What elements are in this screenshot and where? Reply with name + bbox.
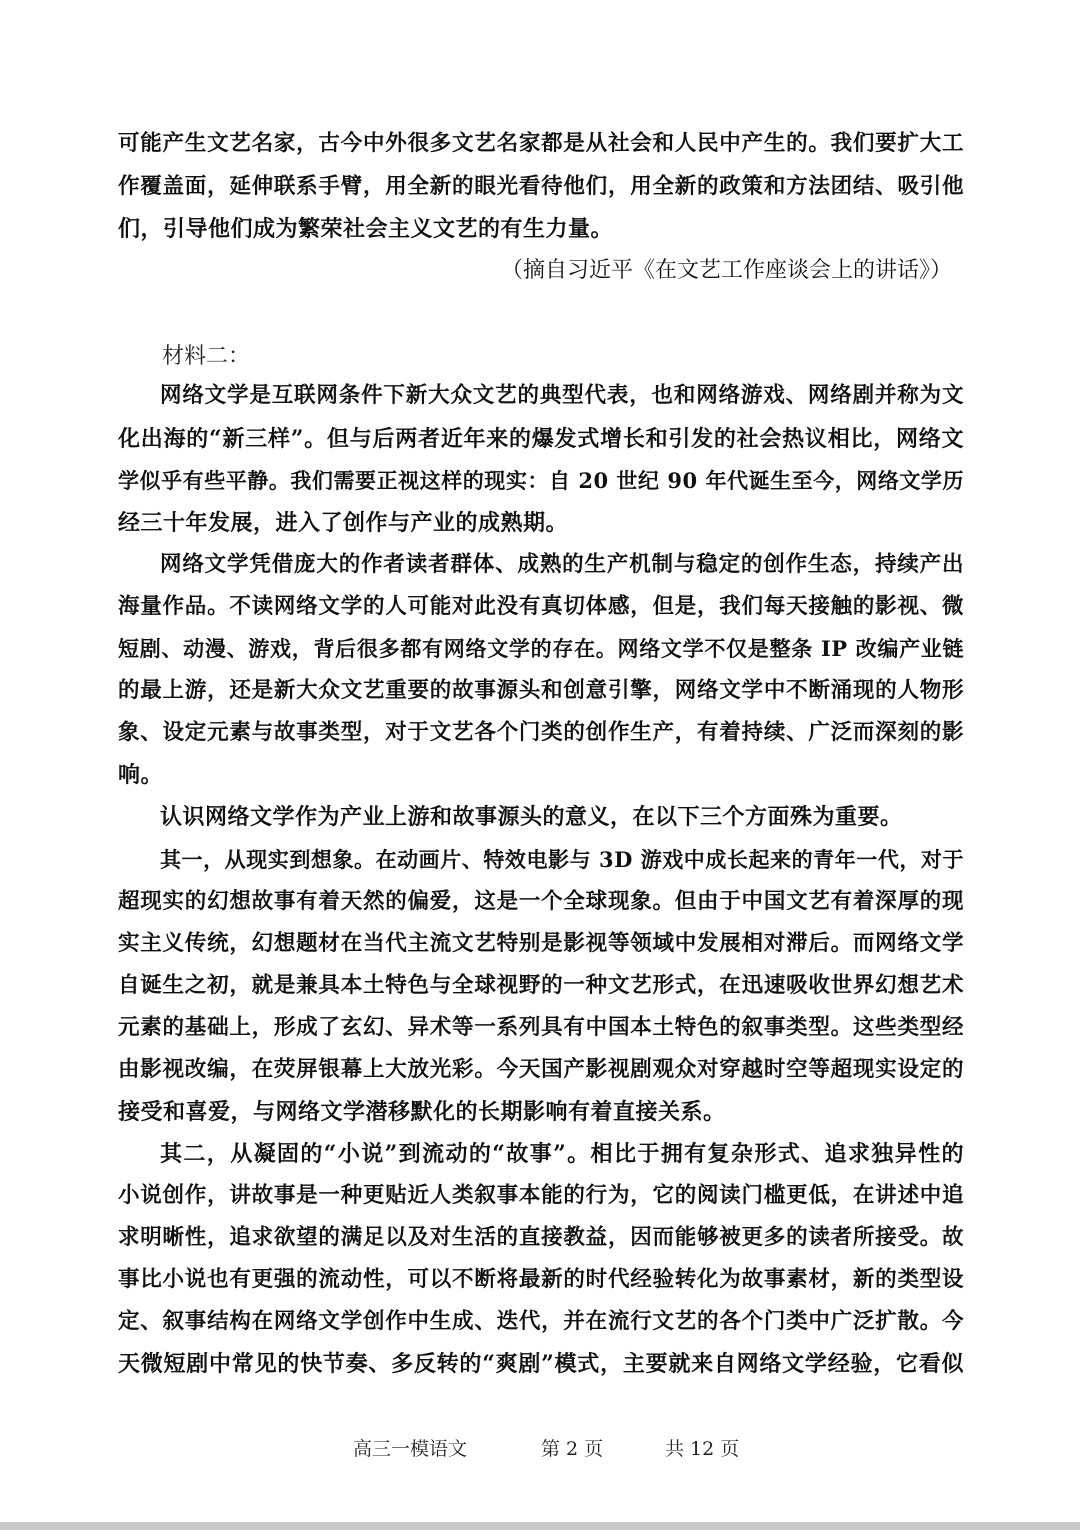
footer-total-pages: 共 12 页 — [665, 1438, 740, 1460]
paragraph-line: 认识网络文学作为产业上游和故事源头的意义，在以下三个方面殊为重要。 — [160, 804, 903, 830]
paragraph-line: 由影视改编，在荧屏银幕上大放光彩。今天国产影视剧观众对穿越时空等超现实设定的 — [118, 1057, 964, 1082]
paragraph-line: 自诞生之初，就是兼具本土特色与全球视野的一种文艺形式，在迅速吸收世界幻想艺术 — [118, 973, 964, 998]
paragraph-line: 网络文学凭借庞大的作者读者群体、成熟的生产机制与稳定的创作生态，持续产出 — [160, 552, 964, 577]
paragraph-line: 定、叙事结构在网络文学创作中生成、迭代，并在流行文艺的各个门类中广泛扩散。今 — [118, 1309, 964, 1334]
paragraph-line: 事比小说也有更强的流动性，可以不断将最新的时代经验转化为故事素材，新的类型设 — [118, 1267, 964, 1292]
paragraph-line: 元素的基础上，形成了玄幻、异术等一系列具有中国本土特色的叙事类型。这些类型经 — [118, 1015, 964, 1040]
citation-source: （摘自习近平《在文艺工作座谈会上的讲话》） — [500, 258, 952, 283]
paragraph-line: 们，引导他们成为繁荣社会主义文艺的有生力量。 — [118, 216, 614, 242]
paragraph-line: 小说创作，讲故事是一种更贴近人类叙事本能的行为，它的阅读门槛更低，在讲述中追 — [118, 1183, 964, 1208]
paragraph-line: 其二，从凝固的“小说”到流动的“故事”。相比于拥有复杂形式、追求独异性的 — [160, 1141, 964, 1167]
paragraph-line: 象、设定元素与故事类型，对于文艺各个门类的创作生产，有着持续、广泛而深刻的影 — [118, 720, 964, 745]
paragraph-line: 求明晰性，追求欲望的满足以及对生活的直接教益，因而能够被更多的读者所接受。故 — [118, 1225, 964, 1250]
paragraph-line: 接受和喜爱，与网络文学潜移默化的长期影响有着直接关系。 — [118, 1099, 726, 1125]
paragraph-line: 其一，从现实到想象。在动画片、特效电影与 3D 游戏中成长起来的青年一代，对于 — [160, 847, 964, 872]
paragraph-line: 的最上游，还是新大众文艺重要的故事源头和创意引擎，网络文学中不断涌现的人物形 — [118, 678, 964, 703]
bottom-edge-bar — [0, 1522, 1080, 1530]
section-heading: 材料二： — [162, 344, 251, 369]
footer-page-number: 第 2 页 — [541, 1438, 604, 1460]
paragraph-line: 网络文学是互联网条件下新大众文艺的典型代表，也和网络游戏、网络剧并称为文 — [160, 383, 964, 408]
paragraph-line: 短剧、动漫、游戏，背后很多都有网络文学的存在。网络文学不仅是整条 IP 改编产业链 — [118, 636, 964, 661]
footer-exam-name: 高三一模语文 — [353, 1438, 468, 1460]
paragraph-line: 学似乎有些平静。我们需要正视这样的现实：自 20 世纪 90 年代诞生至今，网络文学历 — [118, 468, 964, 493]
paragraph-line: 实主义传统，幻想题材在当代主流文艺特别是影视等领域中发展相对滞后。而网络文学 — [118, 931, 964, 956]
page-footer — [0, 1435, 1080, 1463]
paragraph-line: 海量作品。不读网络文学的人可能对此没有真切体感，但是，我们每天接触的影视、微 — [118, 594, 964, 619]
paragraph-line: 响。 — [118, 762, 164, 788]
paragraph-line: 经三十年发展，进入了创作与产业的成熟期。 — [118, 510, 569, 536]
paragraph-line: 作覆盖面，延伸联系手臂，用全新的眼光看待他们，用全新的政策和方法团结、吸引他 — [118, 174, 964, 199]
paragraph-line: 化出海的“新三样”。但与后两者近年来的爆发式增长和引发的社会热议相比，网络文 — [118, 426, 964, 452]
paragraph-line: 可能产生文艺名家，古今中外很多文艺名家都是从社会和人民中产生的。我们要扩大工 — [118, 131, 964, 156]
paragraph-line: 超现实的幻想故事有着天然的偏爱，这是一个全球现象。但由于中国文艺有着深厚的现 — [118, 889, 964, 914]
paragraph-line: 天微短剧中常见的快节奏、多反转的“爽剧”模式，主要就来自网络文学经验，它看似 — [118, 1351, 964, 1377]
